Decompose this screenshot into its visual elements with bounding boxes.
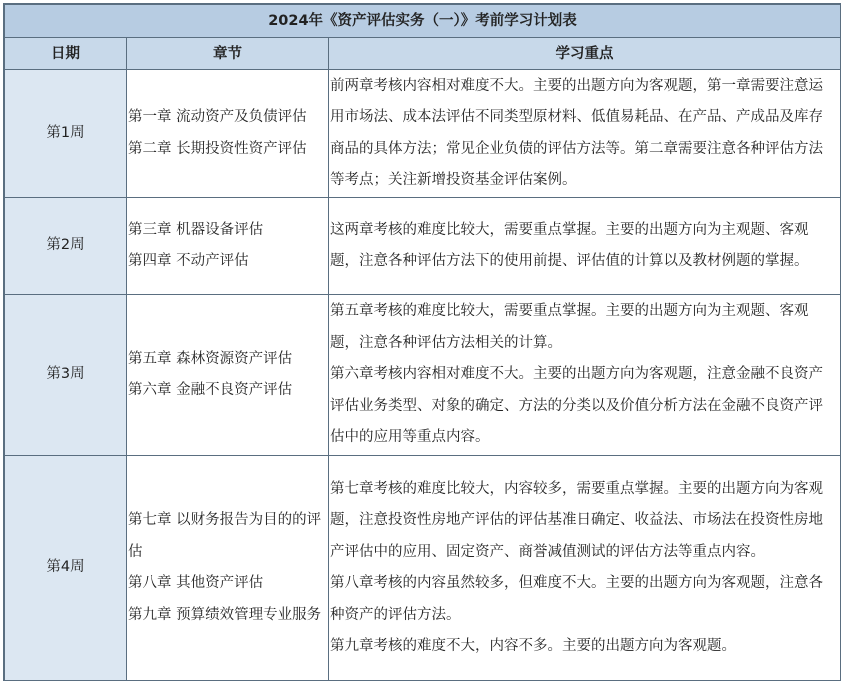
chapter-cell: [127, 295, 329, 456]
focus-paragraph: 第八章考核的内容虽然较多，但难度不大。主要的出题方向为客观题，注意各种资产的评估方法。: [330, 575, 823, 623]
chapter-line: 第四章 不动产评估: [128, 253, 249, 269]
focus-cell: [329, 456, 841, 681]
study-plan-table: [4, 4, 841, 681]
focus-paragraph: 前两章考核内容相对难度不大。主要的出题方向为客观题，第一章需要注意运用市场法、成本法评估不同类型原材料、低值易耗品、在产品、产成品及库存商品的具体方法；常见企业负债的评估方法等。第二章需要注意各种评估方法等考点；关注新增投资基金评估案例。: [330, 77, 823, 188]
chapter-line: 第七章 以财务报告为目的的评估: [128, 512, 322, 560]
focus-cell: [329, 198, 841, 295]
chapter-line: 第二章 长期投资性资产评估: [128, 140, 307, 157]
focus-cell: [329, 70, 841, 198]
chapter-line: 第六章 金融不良资产评估: [128, 382, 293, 398]
table-row: [5, 198, 841, 295]
focus-paragraph: 第五章考核的难度比较大，需要重点掌握。主要的出题方向为主观题、客观题，注意各种评估方法相关的计算。: [330, 303, 809, 351]
chapter-line: 第三章 机器设备评估: [128, 221, 264, 238]
header-row: [5, 38, 841, 70]
table-row: [5, 70, 841, 198]
chapter-cell: [127, 70, 329, 198]
focus-paragraph: 第六章考核内容相对难度不大。主要的出题方向为客观题，注意金融不良资产评估业务类型、对象的确定、方法的分类以及价值分析方法在金融不良资产评估中的应用等重点内容。: [330, 366, 823, 446]
chapter-cell: [127, 456, 329, 681]
header-chapter: 章节: [127, 38, 329, 70]
header-focus: 学习重点: [329, 38, 841, 70]
title-row: [5, 5, 841, 38]
table-row: [5, 456, 841, 681]
focus-paragraph: 第九章考核的难度不大，内容不多。主要的出题方向为客观题。: [330, 638, 736, 654]
chapter-line: 第八章 其他资产评估: [128, 575, 264, 591]
week-cell: 第2周: [5, 198, 127, 295]
focus-cell: [329, 295, 841, 456]
focus-paragraph: 这两章考核的难度比较大，需要重点掌握。主要的出题方向为主观题、客观题，注意各种评估方法下的使用前提、评估值的计算以及教材例题的掌握。: [330, 221, 809, 269]
week-cell: 第1周: [5, 70, 127, 198]
focus-paragraph: 第七章考核的难度比较大，内容较多，需要重点掌握。主要的出题方向为客观题，注意投资性房地产评估的评估基准日确定、收益法、市场法在投资性房地产评估中的应用、固定资产、商誉减值测试的评估方法等重点内容。: [330, 480, 823, 560]
week-cell: 第4周: [5, 456, 127, 681]
chapter-line: 第五章 森林资源资产评估: [128, 350, 293, 367]
chapter-line: 第一章 流动资产及负债评估: [128, 109, 307, 125]
table-row: [5, 295, 841, 456]
chapter-line: 第九章 预算绩效管理专业服务: [128, 606, 322, 623]
header-date: 日期: [5, 38, 127, 70]
week-cell: 第3周: [5, 295, 127, 456]
study-plan-table-frame: [3, 3, 841, 681]
table-title: 2024年《资产评估实务（一）》考前学习计划表: [5, 5, 841, 38]
chapter-cell: [127, 198, 329, 295]
